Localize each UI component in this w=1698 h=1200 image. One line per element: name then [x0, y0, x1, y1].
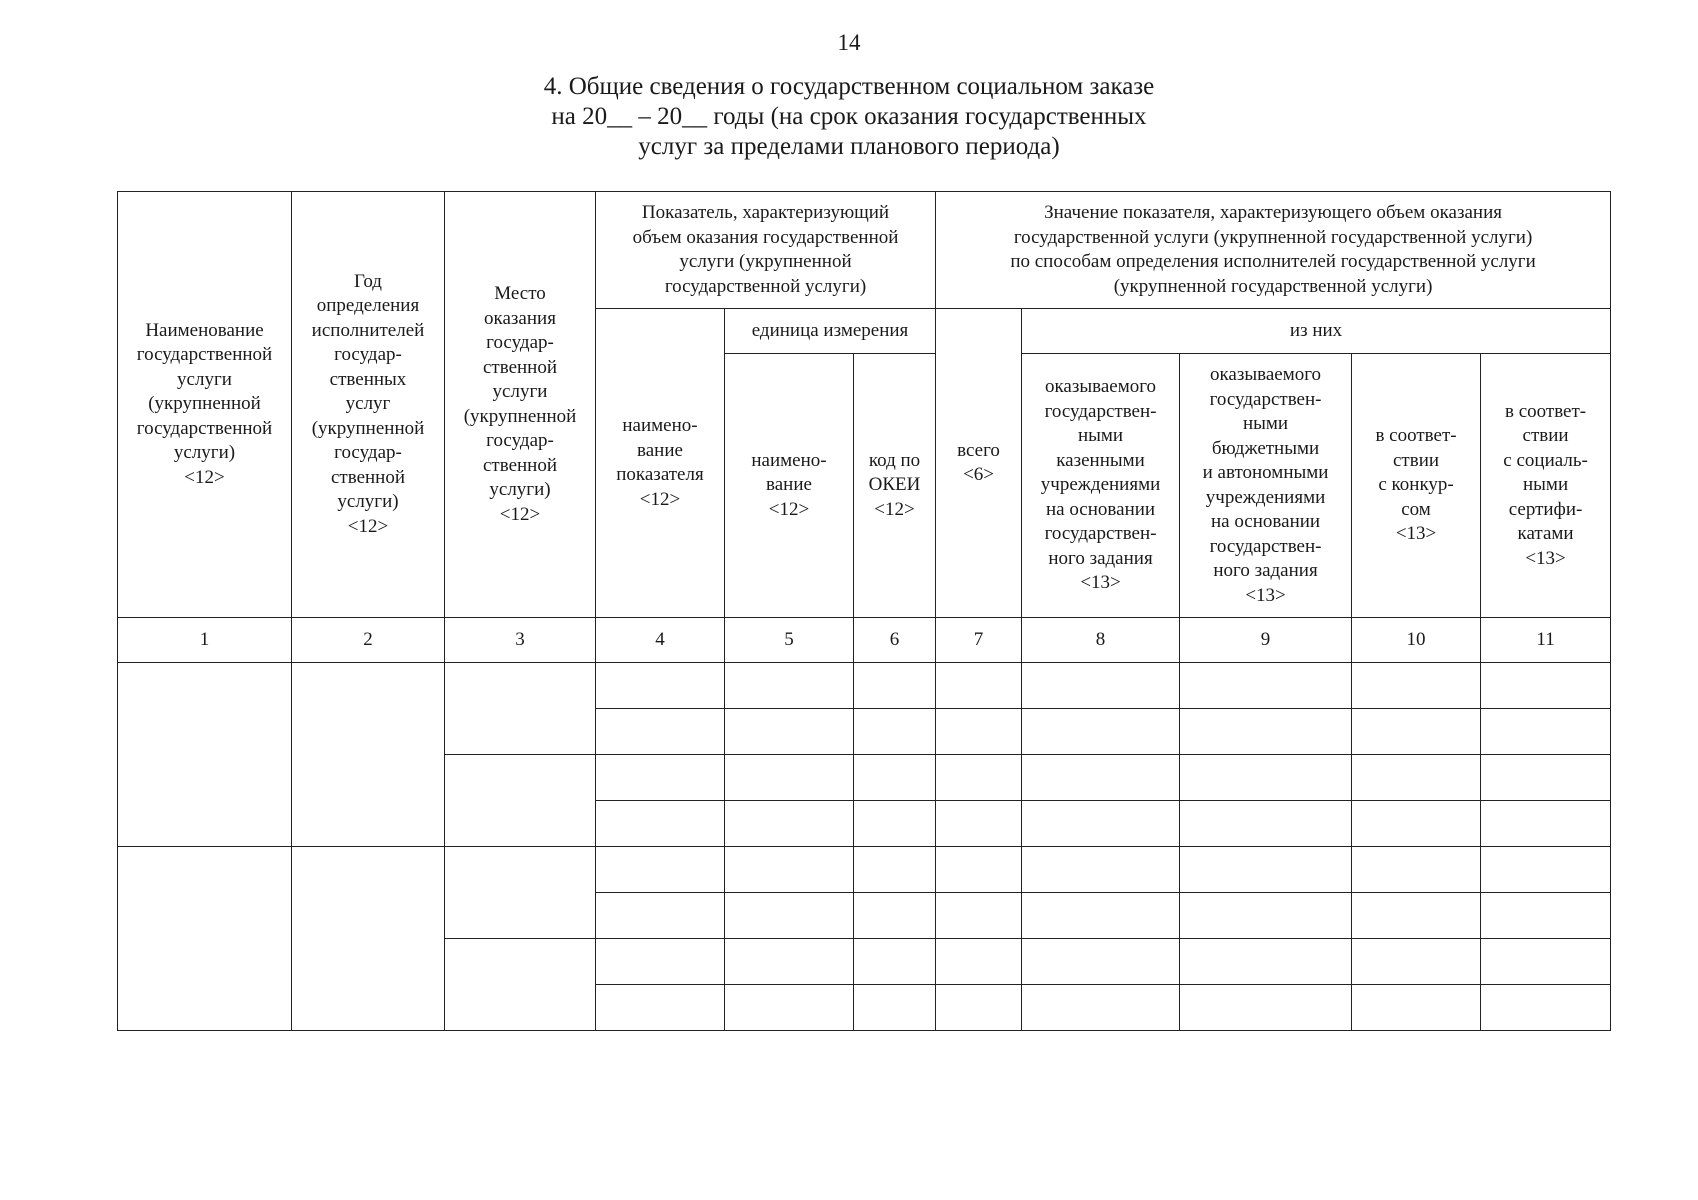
table-cell	[596, 985, 725, 1031]
table-cell	[854, 663, 936, 709]
table-cell	[1180, 709, 1352, 755]
table-cell	[1022, 939, 1180, 985]
header-okei-code: код по ОКЕИ <12>	[854, 354, 936, 618]
column-number: 1	[118, 618, 292, 663]
table-cell	[854, 709, 936, 755]
table-row	[118, 847, 1611, 893]
header-unit-group: единица измерения	[725, 309, 936, 354]
title-line-1: 4. Общие сведения о государственном социальном заказе	[543, 73, 1155, 100]
table-cell	[1180, 939, 1352, 985]
table-cell	[1481, 663, 1611, 709]
table-cell	[854, 939, 936, 985]
table-cell	[1352, 755, 1481, 801]
header-state-institutions: оказываемого государствен- ными казенными учреждениями на основании государствен- ного задания <13>	[1022, 354, 1180, 618]
table-cell	[854, 893, 936, 939]
title-line-3: услуг за пределами планового периода)	[638, 133, 1060, 160]
header-service-name: Наименование государственной услуги (укрупненной государственной услуги) <12>	[118, 192, 292, 618]
column-number: 5	[725, 618, 854, 663]
column-number: 6	[854, 618, 936, 663]
header-of-them: из них	[1022, 309, 1611, 354]
page-number: 14	[837, 30, 861, 55]
table-cell	[1022, 801, 1180, 847]
table-cell	[1481, 755, 1611, 801]
header-budget-institutions: оказываемого государствен- ными бюджетными и автономными учреждениями на основании государствен- ного задания <13>	[1180, 354, 1352, 618]
table-cell	[596, 801, 725, 847]
table-cell	[936, 663, 1022, 709]
table-cell	[596, 755, 725, 801]
column-number: 11	[1481, 618, 1611, 663]
table-cell	[725, 755, 854, 801]
table-cell	[936, 893, 1022, 939]
header-total: всего <6>	[936, 309, 1022, 618]
table-cell	[854, 847, 936, 893]
table-cell	[936, 801, 1022, 847]
table-cell	[596, 939, 725, 985]
table-cell	[596, 893, 725, 939]
table-cell	[1481, 709, 1611, 755]
table-cell	[1180, 847, 1352, 893]
table-cell	[1352, 939, 1481, 985]
column-number: 7	[936, 618, 1022, 663]
table-cell	[854, 985, 936, 1031]
table-cell	[936, 847, 1022, 893]
table-cell	[1352, 801, 1481, 847]
table-cell	[1180, 801, 1352, 847]
table-cell	[596, 709, 725, 755]
table-cell	[1180, 985, 1352, 1031]
column-number: 8	[1022, 618, 1180, 663]
column-number: 9	[1180, 618, 1352, 663]
place-cell	[445, 847, 596, 939]
column-number: 3	[445, 618, 596, 663]
table-cell	[725, 663, 854, 709]
table-cell	[1022, 663, 1180, 709]
table-body	[118, 663, 1611, 1031]
column-number-row	[118, 618, 1611, 663]
service-name-cell	[118, 663, 292, 847]
table-cell	[1022, 709, 1180, 755]
header-place: Место оказания государ- ственной услуги (укрупненной государ- ственной услуги) <12>	[445, 192, 596, 618]
social-order-table	[117, 191, 1611, 1031]
table-cell	[596, 847, 725, 893]
table-cell	[1022, 847, 1180, 893]
table-cell	[936, 985, 1022, 1031]
year-cell	[292, 663, 445, 847]
table-cell	[596, 663, 725, 709]
table-cell	[725, 985, 854, 1031]
place-cell	[445, 755, 596, 847]
table-cell	[1180, 755, 1352, 801]
table-cell	[1352, 663, 1481, 709]
header-indicator-name: наимено- вание показателя <12>	[596, 309, 725, 618]
table-cell	[725, 801, 854, 847]
table-cell	[1022, 893, 1180, 939]
table-cell	[1352, 709, 1481, 755]
table-cell	[854, 801, 936, 847]
table-cell	[725, 893, 854, 939]
table-cell	[725, 709, 854, 755]
table-header	[118, 192, 1611, 663]
table-cell	[1481, 847, 1611, 893]
table-cell	[936, 755, 1022, 801]
header-year: Год определения исполнителей государ- ственных услуг (укрупненной государ- ственной услуги) <12>	[292, 192, 445, 618]
header-value-group: Значение показателя, характеризующего объем оказания государственной услуги (укрупненной государственной услуги) по способам определения исполнителей государственной услуги (укрупненной государственной услуги)	[936, 192, 1611, 309]
column-number: 4	[596, 618, 725, 663]
table-cell	[1022, 985, 1180, 1031]
year-cell	[292, 847, 445, 1031]
table-cell	[1352, 847, 1481, 893]
header-social-certificates: в соответ- ствии с социаль- ными сертифи- катами <13>	[1481, 354, 1611, 618]
table-cell	[725, 939, 854, 985]
column-number: 10	[1352, 618, 1481, 663]
table-cell	[1481, 939, 1611, 985]
header-competition: в соответ- ствии с конкур- сом <13>	[1352, 354, 1481, 618]
title-line-2: на 20__ – 20__ годы (на срок оказания государственных	[551, 103, 1147, 130]
table-cell	[936, 939, 1022, 985]
table-cell	[1481, 985, 1611, 1031]
table-cell	[1481, 801, 1611, 847]
table-cell	[1352, 985, 1481, 1031]
table-cell	[1180, 893, 1352, 939]
table-cell	[936, 709, 1022, 755]
header-unit-name: наимено- вание <12>	[725, 354, 854, 618]
table-cell	[1481, 893, 1611, 939]
service-name-cell	[118, 847, 292, 1031]
column-number: 2	[292, 618, 445, 663]
table-cell	[725, 847, 854, 893]
section-title	[0, 72, 1698, 162]
table-cell	[1180, 663, 1352, 709]
place-cell	[445, 939, 596, 1031]
table-cell	[1022, 755, 1180, 801]
table-cell	[854, 755, 936, 801]
table-row	[118, 663, 1611, 709]
header-indicator-group: Показатель, характеризующий объем оказания государственной услуги (укрупненной государственной услуги)	[596, 192, 936, 309]
table-cell	[1352, 893, 1481, 939]
place-cell	[445, 663, 596, 755]
